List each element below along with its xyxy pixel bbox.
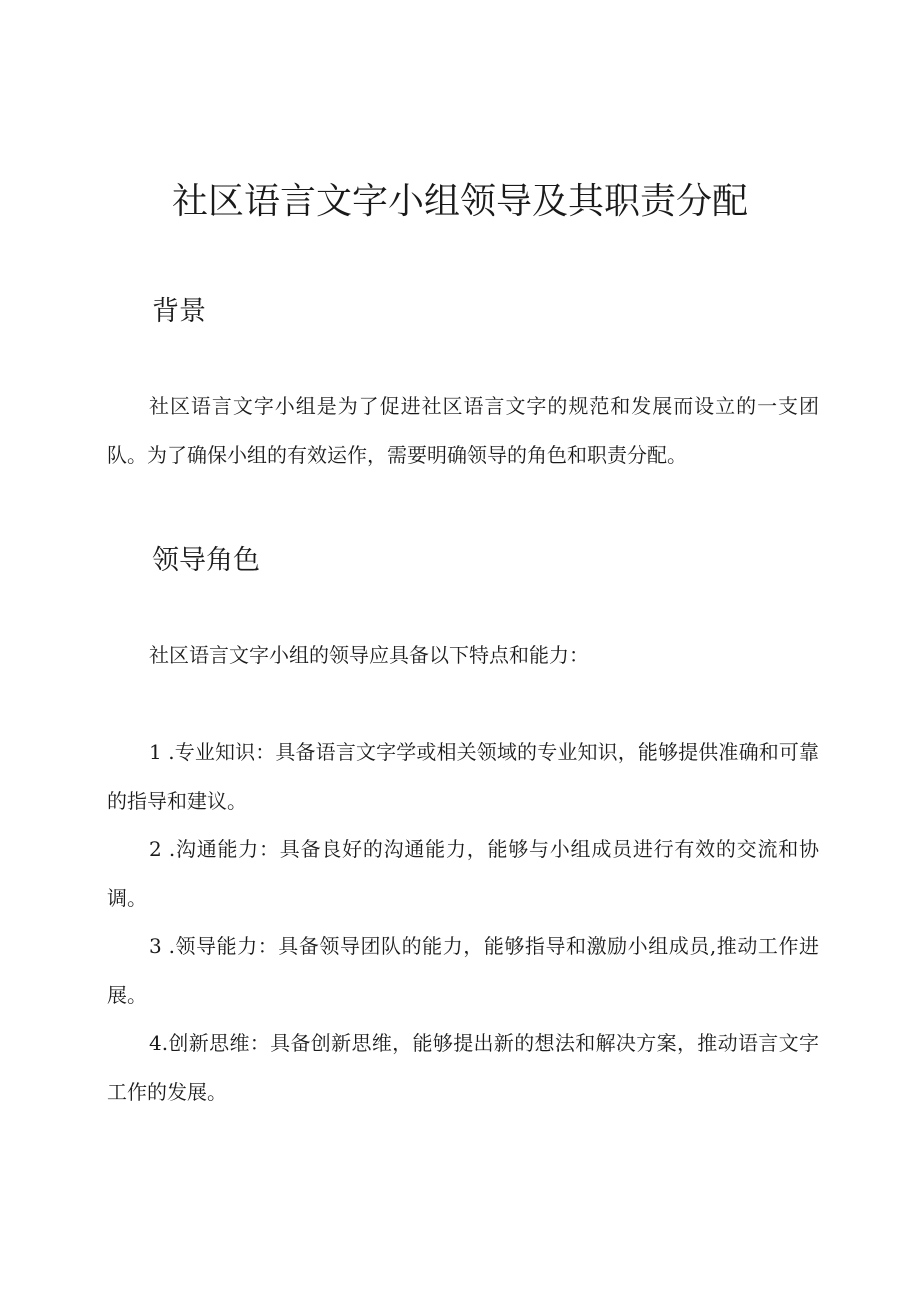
list-item-leadership: 3 .领导能力：具备领导团队的能力，能够指导和激励小组成员,推动工作进展。 [107,934,819,1007]
leadership-intro-paragraph: 社区语言文字小组的领导应具备以下特点和能力： [149,643,589,667]
document-title: 社区语言文字小组领导及其职责分配 [171,181,748,222]
background-paragraph: 社区语言文字小组是为了促进社区语言文字的规范和发展而设立的一支团队。为了确保小组的有效运作，需要明确领导的角色和职责分配。 [107,394,819,467]
section-heading-background: 背景 [152,296,206,327]
section-heading-leadership-role: 领导角色 [152,545,260,576]
list-item-communication: 2 .沟通能力：具备良好的沟通能力，能够与小组成员进行有效的交流和协调。 [107,837,819,910]
list-item-professional-knowledge: 1 .专业知识：具备语言文字学或相关领域的专业知识，能够提供准确和可靠的指导和建议。 [107,740,819,813]
list-item-innovation: 4.创新思维：具备创新思维，能够提出新的想法和解决方案，推动语言文字工作的发展。 [107,1031,819,1104]
